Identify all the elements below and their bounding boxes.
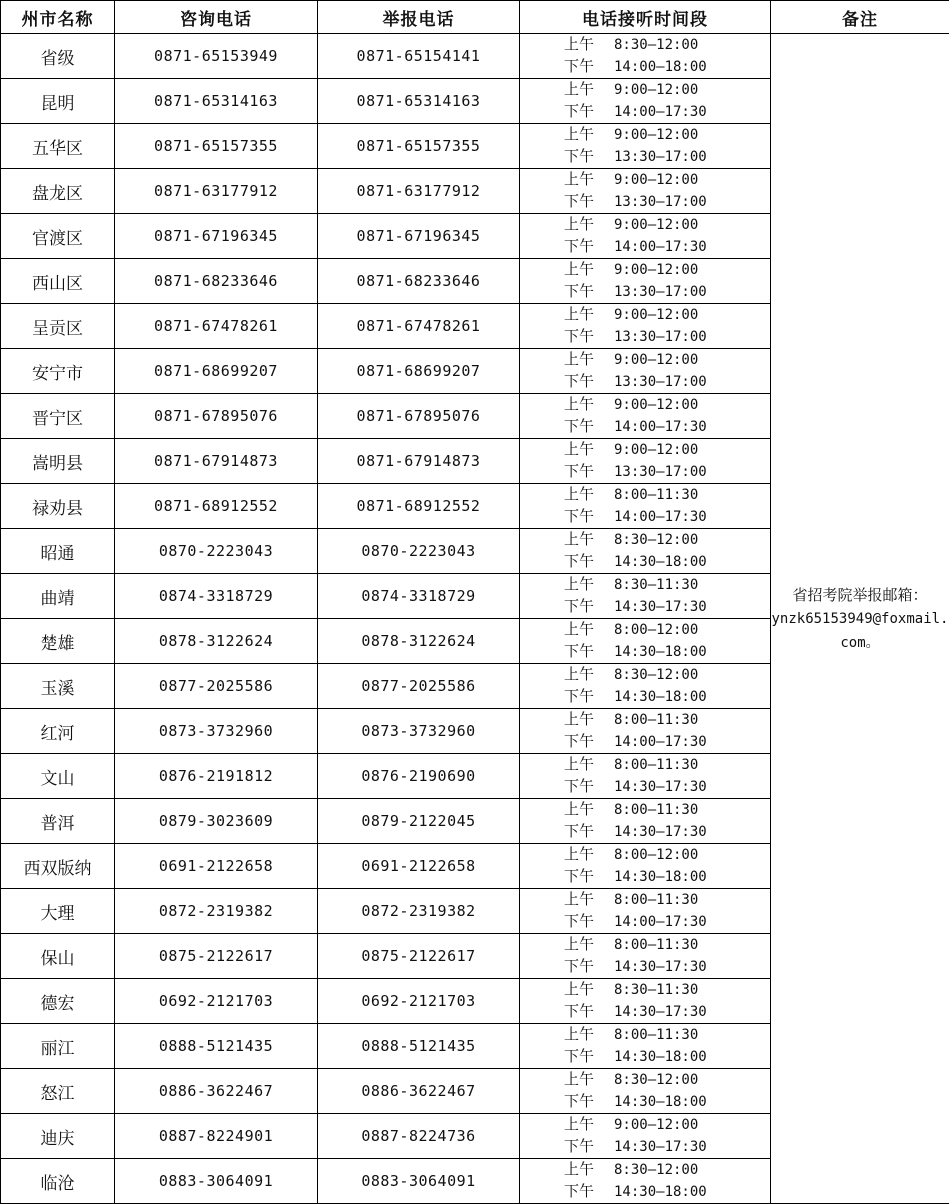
table-row: [1, 34, 949, 79]
hours-cell: [520, 259, 771, 304]
afternoon-range: 14:00—17:30: [614, 239, 707, 255]
morning-label: 上午: [564, 439, 614, 460]
report-phone: 0871-67478261: [318, 304, 520, 349]
afternoon-hours: [520, 551, 770, 573]
region-name: 怒江: [1, 1069, 115, 1114]
morning-range: 8:30—12:00: [614, 1072, 698, 1088]
morning-range: 8:30—12:00: [614, 37, 698, 53]
region-name: 嵩明县: [1, 439, 115, 484]
inquiry-phone: 0692-2121703: [115, 979, 318, 1024]
morning-hours: [520, 709, 770, 731]
report-phone: 0871-65314163: [318, 79, 520, 124]
inquiry-phone: 0871-67914873: [115, 439, 318, 484]
inquiry-phone: 0871-68912552: [115, 484, 318, 529]
afternoon-hours: [520, 416, 770, 438]
morning-label: 上午: [564, 619, 614, 640]
morning-hours: [520, 1069, 770, 1091]
afternoon-hours: [520, 281, 770, 303]
table-header: [1, 1, 949, 34]
report-phone: 0692-2121703: [318, 979, 520, 1024]
hours-cell: [520, 934, 771, 979]
region-name: 大理: [1, 889, 115, 934]
afternoon-label: 下午: [564, 641, 614, 662]
morning-label: 上午: [564, 1069, 614, 1090]
afternoon-range: 14:00—18:00: [614, 59, 707, 75]
report-phone: 0874-3318729: [318, 574, 520, 619]
inquiry-phone: 0871-65157355: [115, 124, 318, 169]
hours-cell: [520, 304, 771, 349]
morning-label: 上午: [564, 799, 614, 820]
header-row: [1, 1, 949, 34]
morning-hours: [520, 664, 770, 686]
afternoon-range: 13:30—17:00: [614, 194, 707, 210]
hours-cell: [520, 529, 771, 574]
morning-hours: [520, 34, 770, 56]
region-name: 五华区: [1, 124, 115, 169]
morning-hours: [520, 484, 770, 506]
morning-label: 上午: [564, 214, 614, 235]
report-phone: 0871-63177912: [318, 169, 520, 214]
region-name: 昭通: [1, 529, 115, 574]
morning-hours: [520, 124, 770, 146]
afternoon-hours: [520, 371, 770, 393]
report-phone: 0872-2319382: [318, 889, 520, 934]
region-name: 文山: [1, 754, 115, 799]
report-phone: 0875-2122617: [318, 934, 520, 979]
region-name: 保山: [1, 934, 115, 979]
inquiry-phone: 0879-3023609: [115, 799, 318, 844]
inquiry-phone: 0871-67196345: [115, 214, 318, 259]
afternoon-hours: [520, 1136, 770, 1158]
morning-label: 上午: [564, 979, 614, 1000]
inquiry-phone: 0876-2191812: [115, 754, 318, 799]
afternoon-label: 下午: [564, 596, 614, 617]
morning-range: 8:00—11:30: [614, 892, 698, 908]
report-phone: 0871-65157355: [318, 124, 520, 169]
morning-range: 8:30—11:30: [614, 577, 698, 593]
inquiry-phone: 0871-65153949: [115, 34, 318, 79]
inquiry-phone: 0870-2223043: [115, 529, 318, 574]
header-region: 州市名称: [1, 1, 115, 34]
afternoon-label: 下午: [564, 146, 614, 167]
afternoon-range: 14:00—17:30: [614, 419, 707, 435]
inquiry-phone: 0886-3622467: [115, 1069, 318, 1114]
inquiry-phone: 0888-5121435: [115, 1024, 318, 1069]
region-name: 晋宁区: [1, 394, 115, 439]
hours-cell: [520, 34, 771, 79]
morning-range: 8:00—11:30: [614, 1027, 698, 1043]
region-name: 盘龙区: [1, 169, 115, 214]
report-phone: 0871-68912552: [318, 484, 520, 529]
report-phone: 0871-68233646: [318, 259, 520, 304]
inquiry-phone: 0871-67478261: [115, 304, 318, 349]
region-name: 呈贡区: [1, 304, 115, 349]
afternoon-label: 下午: [564, 1181, 614, 1202]
afternoon-range: 13:30—17:00: [614, 284, 707, 300]
afternoon-label: 下午: [564, 731, 614, 752]
region-name: 玉溪: [1, 664, 115, 709]
afternoon-range: 14:00—17:30: [614, 509, 707, 525]
morning-label: 上午: [564, 754, 614, 775]
region-name: 临沧: [1, 1159, 115, 1204]
afternoon-range: 14:30—18:00: [614, 1094, 707, 1110]
header-inquiry-phone: 咨询电话: [115, 1, 318, 34]
morning-hours: [520, 934, 770, 956]
note-label: 省招考院举报邮箱：: [771, 583, 949, 607]
morning-range: 9:00—12:00: [614, 262, 698, 278]
afternoon-range: 14:00—17:30: [614, 734, 707, 750]
afternoon-label: 下午: [564, 1046, 614, 1067]
afternoon-label: 下午: [564, 1091, 614, 1112]
afternoon-label: 下午: [564, 461, 614, 482]
region-name: 省级: [1, 34, 115, 79]
afternoon-hours: [520, 1181, 770, 1203]
region-name: 西山区: [1, 259, 115, 304]
afternoon-label: 下午: [564, 776, 614, 797]
region-name: 丽江: [1, 1024, 115, 1069]
hours-cell: [520, 124, 771, 169]
hours-cell: [520, 214, 771, 259]
afternoon-hours: [520, 866, 770, 888]
table-body: [1, 34, 949, 1204]
morning-hours: [520, 79, 770, 101]
report-phone: 0879-2122045: [318, 799, 520, 844]
afternoon-hours: [520, 191, 770, 213]
afternoon-range: 14:30—18:00: [614, 644, 707, 660]
morning-range: 9:00—12:00: [614, 82, 698, 98]
afternoon-label: 下午: [564, 416, 614, 437]
report-phone: 0873-3732960: [318, 709, 520, 754]
report-phone: 0877-2025586: [318, 664, 520, 709]
afternoon-label: 下午: [564, 236, 614, 257]
morning-hours: [520, 1159, 770, 1181]
morning-label: 上午: [564, 1024, 614, 1045]
morning-label: 上午: [564, 529, 614, 550]
hours-cell: [520, 619, 771, 664]
morning-hours: [520, 979, 770, 1001]
afternoon-label: 下午: [564, 956, 614, 977]
morning-hours: [520, 799, 770, 821]
morning-hours: [520, 1024, 770, 1046]
inquiry-phone: 0873-3732960: [115, 709, 318, 754]
afternoon-hours: [520, 506, 770, 528]
afternoon-label: 下午: [564, 686, 614, 707]
morning-hours: [520, 529, 770, 551]
hours-cell: [520, 754, 771, 799]
morning-hours: [520, 214, 770, 236]
afternoon-hours: [520, 686, 770, 708]
region-name: 安宁市: [1, 349, 115, 394]
region-name: 官渡区: [1, 214, 115, 259]
afternoon-label: 下午: [564, 551, 614, 572]
region-name: 德宏: [1, 979, 115, 1024]
hours-cell: [520, 1114, 771, 1159]
report-phone: 0878-3122624: [318, 619, 520, 664]
report-email: ynzk65153949@foxmail.com。: [771, 607, 949, 655]
afternoon-range: 14:30—18:00: [614, 1049, 707, 1065]
afternoon-range: 14:00—17:30: [614, 914, 707, 930]
morning-range: 8:30—12:00: [614, 532, 698, 548]
morning-hours: [520, 349, 770, 371]
hours-cell: [520, 979, 771, 1024]
report-phone: 0886-3622467: [318, 1069, 520, 1114]
morning-hours: [520, 754, 770, 776]
inquiry-phone: 0871-68233646: [115, 259, 318, 304]
morning-hours: [520, 439, 770, 461]
note-cell: [771, 34, 949, 1204]
inquiry-phone: 0874-3318729: [115, 574, 318, 619]
afternoon-hours: [520, 1001, 770, 1023]
report-phone: 0691-2122658: [318, 844, 520, 889]
hours-cell: [520, 394, 771, 439]
morning-label: 上午: [564, 79, 614, 100]
morning-hours: [520, 844, 770, 866]
morning-range: 8:00—11:30: [614, 937, 698, 953]
afternoon-hours: [520, 1046, 770, 1068]
region-name: 曲靖: [1, 574, 115, 619]
morning-range: 8:00—11:30: [614, 712, 698, 728]
morning-label: 上午: [564, 889, 614, 910]
morning-range: 9:00—12:00: [614, 217, 698, 233]
morning-range: 8:00—12:00: [614, 622, 698, 638]
morning-hours: [520, 394, 770, 416]
afternoon-range: 13:30—17:00: [614, 149, 707, 165]
afternoon-hours: [520, 236, 770, 258]
morning-range: 9:00—12:00: [614, 442, 698, 458]
morning-range: 8:30—12:00: [614, 667, 698, 683]
region-name: 普洱: [1, 799, 115, 844]
morning-label: 上午: [564, 349, 614, 370]
afternoon-range: 14:30—18:00: [614, 689, 707, 705]
afternoon-hours: [520, 596, 770, 618]
region-name: 迪庆: [1, 1114, 115, 1159]
morning-hours: [520, 304, 770, 326]
morning-label: 上午: [564, 259, 614, 280]
morning-label: 上午: [564, 1114, 614, 1135]
hours-cell: [520, 169, 771, 214]
morning-range: 8:00—11:30: [614, 487, 698, 503]
afternoon-hours: [520, 911, 770, 933]
afternoon-hours: [520, 56, 770, 78]
morning-range: 8:00—11:30: [614, 757, 698, 773]
morning-range: 8:00—12:00: [614, 847, 698, 863]
morning-hours: [520, 1114, 770, 1136]
morning-range: 9:00—12:00: [614, 307, 698, 323]
region-name: 禄劝县: [1, 484, 115, 529]
report-phone: 0871-65154141: [318, 34, 520, 79]
afternoon-label: 下午: [564, 866, 614, 887]
report-phone: 0887-8224736: [318, 1114, 520, 1159]
region-name: 楚雄: [1, 619, 115, 664]
morning-label: 上午: [564, 709, 614, 730]
header-report-phone: 举报电话: [318, 1, 520, 34]
morning-range: 8:00—11:30: [614, 802, 698, 818]
afternoon-range: 14:30—17:30: [614, 599, 707, 615]
afternoon-label: 下午: [564, 1001, 614, 1022]
afternoon-hours: [520, 326, 770, 348]
report-phone: 0870-2223043: [318, 529, 520, 574]
afternoon-hours: [520, 776, 770, 798]
hours-cell: [520, 439, 771, 484]
afternoon-range: 14:30—18:00: [614, 554, 707, 570]
afternoon-label: 下午: [564, 281, 614, 302]
morning-hours: [520, 619, 770, 641]
hours-cell: [520, 484, 771, 529]
afternoon-range: 14:30—17:30: [614, 1004, 707, 1020]
afternoon-label: 下午: [564, 191, 614, 212]
hours-cell: [520, 664, 771, 709]
hours-cell: [520, 844, 771, 889]
morning-range: 9:00—12:00: [614, 172, 698, 188]
morning-hours: [520, 169, 770, 191]
inquiry-phone: 0871-67895076: [115, 394, 318, 439]
hours-cell: [520, 799, 771, 844]
afternoon-label: 下午: [564, 1136, 614, 1157]
report-phone: 0883-3064091: [318, 1159, 520, 1204]
hours-cell: [520, 1069, 771, 1114]
header-hours: 电话接听时间段: [520, 1, 771, 34]
afternoon-label: 下午: [564, 101, 614, 122]
morning-label: 上午: [564, 34, 614, 55]
morning-hours: [520, 574, 770, 596]
hours-cell: [520, 349, 771, 394]
report-phone: 0871-67196345: [318, 214, 520, 259]
afternoon-hours: [520, 1091, 770, 1113]
inquiry-phone: 0878-3122624: [115, 619, 318, 664]
afternoon-range: 14:30—17:30: [614, 1139, 707, 1155]
afternoon-range: 14:30—17:30: [614, 959, 707, 975]
hours-cell: [520, 1024, 771, 1069]
afternoon-range: 14:00—17:30: [614, 104, 707, 120]
morning-range: 9:00—12:00: [614, 1117, 698, 1133]
afternoon-label: 下午: [564, 371, 614, 392]
afternoon-range: 13:30—17:00: [614, 464, 707, 480]
morning-range: 9:00—12:00: [614, 397, 698, 413]
afternoon-label: 下午: [564, 56, 614, 77]
report-phone: 0871-68699207: [318, 349, 520, 394]
report-phone: 0871-67895076: [318, 394, 520, 439]
morning-label: 上午: [564, 934, 614, 955]
afternoon-label: 下午: [564, 821, 614, 842]
inquiry-phone: 0887-8224901: [115, 1114, 318, 1159]
region-name: 红河: [1, 709, 115, 754]
morning-hours: [520, 889, 770, 911]
morning-label: 上午: [564, 484, 614, 505]
afternoon-range: 13:30—17:00: [614, 374, 707, 390]
afternoon-range: 14:30—17:30: [614, 824, 707, 840]
hours-cell: [520, 1159, 771, 1204]
inquiry-phone: 0871-68699207: [115, 349, 318, 394]
afternoon-hours: [520, 821, 770, 843]
morning-hours: [520, 259, 770, 281]
region-name: 昆明: [1, 79, 115, 124]
morning-range: 9:00—12:00: [614, 127, 698, 143]
afternoon-range: 13:30—17:00: [614, 329, 707, 345]
morning-range: 9:00—12:00: [614, 352, 698, 368]
inquiry-phone: 0883-3064091: [115, 1159, 318, 1204]
morning-label: 上午: [564, 1159, 614, 1180]
afternoon-hours: [520, 461, 770, 483]
morning-range: 8:30—11:30: [614, 982, 698, 998]
morning-label: 上午: [564, 124, 614, 145]
afternoon-hours: [520, 731, 770, 753]
afternoon-hours: [520, 101, 770, 123]
inquiry-phone: 0871-63177912: [115, 169, 318, 214]
afternoon-label: 下午: [564, 506, 614, 527]
afternoon-hours: [520, 146, 770, 168]
region-name: 西双版纳: [1, 844, 115, 889]
header-note: 备注: [771, 1, 949, 34]
afternoon-range: 14:30—18:00: [614, 869, 707, 885]
morning-label: 上午: [564, 664, 614, 685]
inquiry-phone: 0691-2122658: [115, 844, 318, 889]
inquiry-phone: 0872-2319382: [115, 889, 318, 934]
afternoon-label: 下午: [564, 326, 614, 347]
hours-cell: [520, 709, 771, 754]
morning-label: 上午: [564, 304, 614, 325]
morning-range: 8:30—12:00: [614, 1162, 698, 1178]
morning-label: 上午: [564, 844, 614, 865]
inquiry-phone: 0877-2025586: [115, 664, 318, 709]
hours-cell: [520, 889, 771, 934]
inquiry-phone: 0871-65314163: [115, 79, 318, 124]
inquiry-phone: 0875-2122617: [115, 934, 318, 979]
afternoon-range: 14:30—17:30: [614, 779, 707, 795]
morning-label: 上午: [564, 394, 614, 415]
afternoon-hours: [520, 956, 770, 978]
report-phone: 0876-2190690: [318, 754, 520, 799]
report-phone: 0871-67914873: [318, 439, 520, 484]
hours-cell: [520, 574, 771, 619]
morning-label: 上午: [564, 169, 614, 190]
afternoon-hours: [520, 641, 770, 663]
afternoon-range: 14:30—18:00: [614, 1184, 707, 1200]
report-phone: 0888-5121435: [318, 1024, 520, 1069]
afternoon-label: 下午: [564, 911, 614, 932]
hours-cell: [520, 79, 771, 124]
morning-label: 上午: [564, 574, 614, 595]
